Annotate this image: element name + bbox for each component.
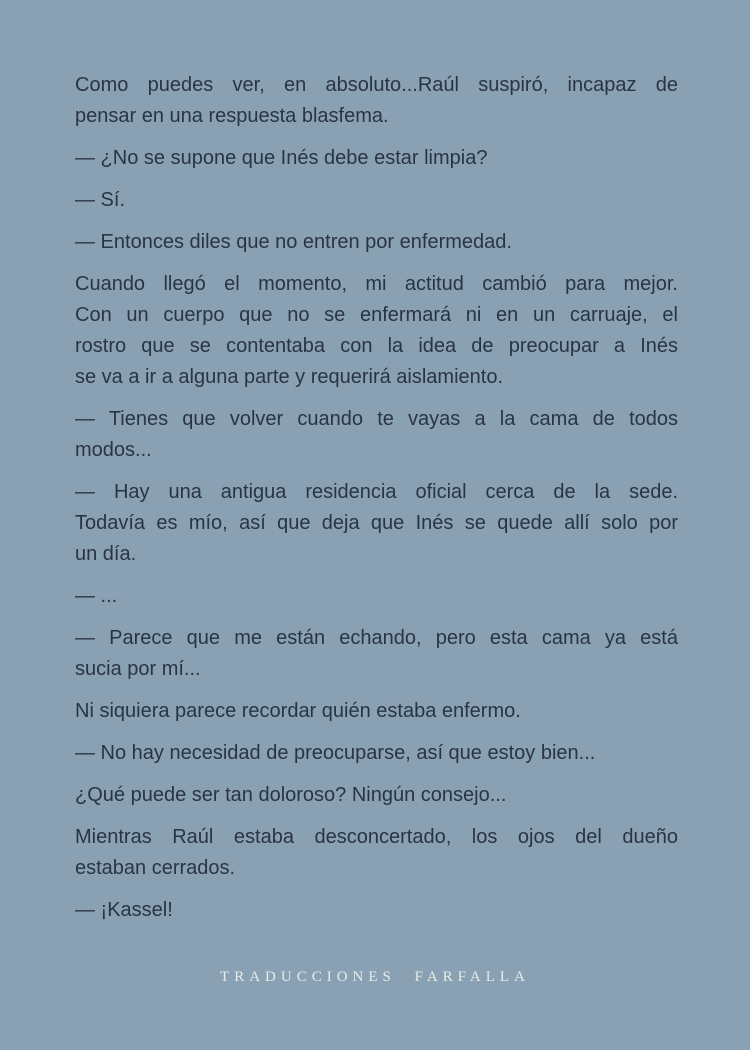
translator-credit: TRADUCCIONES FARFALLA <box>220 969 530 985</box>
paragraph <box>75 738 678 769</box>
text-line: modos... <box>75 439 152 461</box>
paragraph <box>75 185 678 216</box>
text-line: — Tienes que volver cuando te vayas a la cama de todos <box>75 408 678 430</box>
text-line: — ¿No se supone que Inés debe estar limpia? <box>75 147 488 169</box>
text-line: Como puedes ver, en absoluto...Raúl suspiró, incapaz de <box>75 74 678 96</box>
text-line: — Parece que me están echando, pero esta cama ya está <box>75 627 678 649</box>
text-line: pensar en una respuesta blasfema. <box>75 105 389 127</box>
text-line: ¿Qué puede ser tan doloroso? Ningún consejo... <box>75 784 507 806</box>
text-line: Mientras Raúl estaba desconcertado, los ojos del dueño <box>75 826 678 848</box>
text-line: Ni siquiera parece recordar quién estaba enfermo. <box>75 700 521 722</box>
paragraph <box>75 780 678 811</box>
text-line: — No hay necesidad de preocuparse, así que estoy bien... <box>75 742 596 764</box>
text-line: rostro que se contentaba con la idea de preocupar a Inés <box>75 335 678 357</box>
text-line: — Hay una antigua residencia oficial cerca de la sede. <box>75 481 678 503</box>
paragraph <box>75 477 678 570</box>
text-line: — ¡Kassel! <box>75 899 173 921</box>
text-line: Todavía es mío, así que deja que Inés se quede allí solo por <box>75 512 678 534</box>
text-line: estaban cerrados. <box>75 857 236 879</box>
paragraph <box>75 404 678 466</box>
text-line: se va a ir a alguna parte y requerirá aislamiento. <box>75 366 504 388</box>
text-line: Cuando llegó el momento, mi actitud cambió para mejor. <box>75 273 678 295</box>
paragraph <box>75 227 678 258</box>
paragraph <box>75 143 678 174</box>
text-line: un día. <box>75 543 137 565</box>
text-line: — Entonces diles que no entren por enfermedad. <box>75 231 512 253</box>
text-line: — Sí. <box>75 189 126 211</box>
paragraph <box>75 895 678 926</box>
paragraph <box>75 581 678 612</box>
paragraph <box>75 822 678 884</box>
text-line: — ... <box>75 585 118 607</box>
story-text <box>75 70 678 937</box>
text-line: sucia por mí... <box>75 658 201 680</box>
paragraph <box>75 696 678 727</box>
paragraph <box>75 269 678 393</box>
paragraph <box>75 623 678 685</box>
text-line: Con un cuerpo que no se enfermará ni en un carruaje, el <box>75 304 678 326</box>
paragraph <box>75 70 678 132</box>
